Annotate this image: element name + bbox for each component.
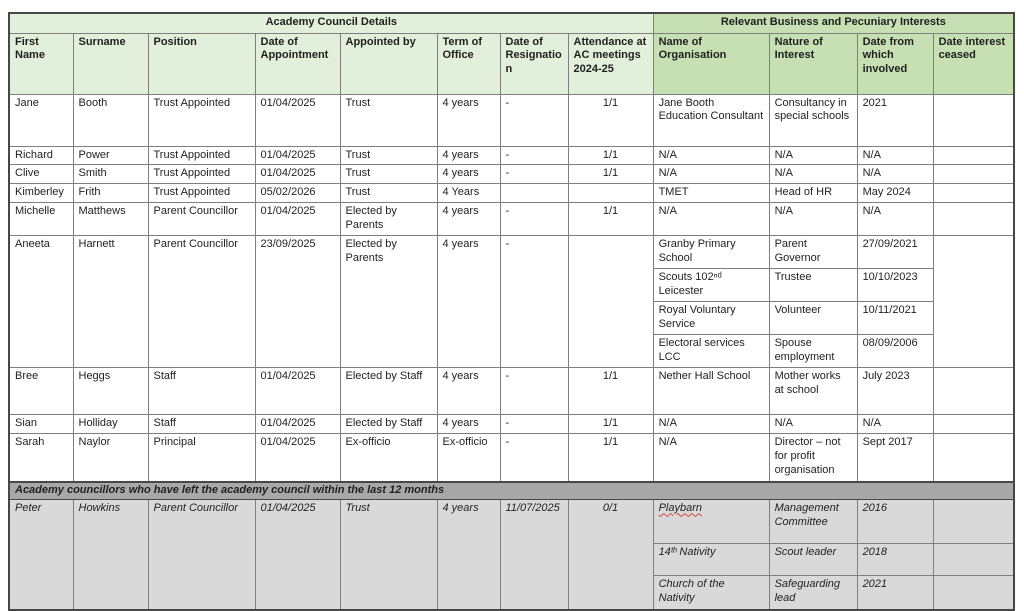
cell-attendance [568, 184, 653, 203]
column-header-organisation: Name of Organisation [653, 33, 769, 94]
cell-date-of-appointment: 01/04/2025 [255, 415, 340, 434]
cell-nature: Volunteer [769, 302, 857, 335]
cell-date-from: 08/09/2006 [857, 335, 933, 368]
cell-organisation: Church of the Nativity [653, 575, 769, 610]
cell-date-from: N/A [857, 146, 933, 165]
cell-nature: N/A [769, 415, 857, 434]
cell-attendance: 1/1 [568, 368, 653, 415]
cell-nature: Head of HR [769, 184, 857, 203]
column-header-position: Position [148, 33, 255, 94]
table-row [9, 203, 1014, 236]
cell-position: Staff [148, 415, 255, 434]
cell-date-of-appointment: 01/04/2025 [255, 203, 340, 236]
cell-organisation [653, 499, 769, 543]
cell-first-name: Bree [9, 368, 73, 415]
cell-date-of-resignation: - [500, 434, 568, 482]
cell-surname: Harnett [73, 236, 148, 368]
cell-attendance: 0/1 [568, 499, 653, 610]
table-row [9, 415, 1014, 434]
cell-appointed-by: Elected by Staff [340, 415, 437, 434]
cell-nature: N/A [769, 165, 857, 184]
cell-date-of-resignation: - [500, 415, 568, 434]
cell-date-from: N/A [857, 203, 933, 236]
cell-date-of-appointment: 01/04/2025 [255, 165, 340, 184]
cell-date-of-resignation: - [500, 203, 568, 236]
cell-date-of-resignation: - [500, 94, 568, 146]
column-header-surname: Surname [73, 33, 148, 94]
column-header-first-name: First Name [9, 33, 73, 94]
table-row [9, 236, 1014, 269]
cell-surname: Howkins [73, 499, 148, 610]
cell-term-of-office: 4 years [437, 415, 500, 434]
cell-appointed-by: Trust [340, 184, 437, 203]
cell-position: Trust Appointed [148, 146, 255, 165]
former-section-header-row [9, 482, 1014, 499]
cell-organisation: TMET [653, 184, 769, 203]
cell-first-name: Peter [9, 499, 73, 610]
cell-term-of-office: 4 years [437, 94, 500, 146]
cell-appointed-by: Elected by Parents [340, 236, 437, 368]
column-header-date-ceased: Date interest ceased [933, 33, 1014, 94]
cell-date-ceased [933, 146, 1014, 165]
cell-organisation: Granby Primary School [653, 236, 769, 269]
column-header-appointed-by: Appointed by [340, 33, 437, 94]
group-header-row [9, 13, 1014, 33]
cell-nature: Mother works at school [769, 368, 857, 415]
cell-date-ceased [933, 203, 1014, 236]
cell-date-of-appointment: 01/04/2025 [255, 146, 340, 165]
cell-surname: Holliday [73, 415, 148, 434]
cell-nature: Spouse employment [769, 335, 857, 368]
column-header-term-of-office: Term of Office [437, 33, 500, 94]
table-row [9, 184, 1014, 203]
cell-attendance: 1/1 [568, 94, 653, 146]
cell-surname: Matthews [73, 203, 148, 236]
column-header-attendance: Attendance at AC meetings 2024-25 [568, 33, 653, 94]
cell-date-of-appointment: 01/04/2025 [255, 368, 340, 415]
cell-date-of-appointment: 01/04/2025 [255, 499, 340, 610]
cell-date-of-appointment: 01/04/2025 [255, 94, 340, 146]
cell-organisation: N/A [653, 146, 769, 165]
cell-term-of-office: 4 years [437, 236, 500, 368]
cell-date-from: Sept 2017 [857, 434, 933, 482]
cell-first-name: Kimberley [9, 184, 73, 203]
cell-first-name: Aneeta [9, 236, 73, 368]
cell-date-from: July 2023 [857, 368, 933, 415]
cell-nature: N/A [769, 203, 857, 236]
cell-term-of-office: Ex-officio [437, 434, 500, 482]
cell-position: Staff [148, 368, 255, 415]
cell-surname: Heggs [73, 368, 148, 415]
cell-organisation: Royal Voluntary Service [653, 302, 769, 335]
cell-date-from: 10/11/2021 [857, 302, 933, 335]
cell-date-of-resignation: - [500, 146, 568, 165]
column-header-date-from: Date from which involved [857, 33, 933, 94]
cell-nature: Director – not for profit organisation [769, 434, 857, 482]
cell-attendance: 1/1 [568, 165, 653, 184]
cell-first-name: Clive [9, 165, 73, 184]
cell-date-of-resignation: 11/07/2025 [500, 499, 568, 610]
column-header-date-of-appointment: Date of Appointment [255, 33, 340, 94]
cell-appointed-by: Elected by Parents [340, 203, 437, 236]
cell-attendance: 1/1 [568, 146, 653, 165]
former-section-header: Academy councillors who have left the academy council within the last 12 months [9, 482, 1014, 499]
cell-date-from: 27/09/2021 [857, 236, 933, 269]
column-header-nature-of-interest: Nature of Interest [769, 33, 857, 94]
cell-date-from: 2021 [857, 94, 933, 146]
cell-date-of-resignation: - [500, 165, 568, 184]
column-header-date-of-resignation: Date of Resignation [500, 33, 568, 94]
cell-organisation: 14ᵗʰ Nativity [653, 543, 769, 575]
cell-date-of-appointment: 05/02/2026 [255, 184, 340, 203]
cell-date-ceased [933, 368, 1014, 415]
cell-nature: Consultancy in special schools [769, 94, 857, 146]
cell-date-from: 2021 [857, 575, 933, 610]
cell-appointed-by: Trust [340, 165, 437, 184]
cell-date-from: N/A [857, 415, 933, 434]
cell-nature: Scout leader [769, 543, 857, 575]
cell-nature: Management Committee [769, 499, 857, 543]
cell-date-ceased [933, 543, 1014, 575]
cell-attendance: 1/1 [568, 415, 653, 434]
cell-date-ceased [933, 184, 1014, 203]
cell-appointed-by: Trust [340, 499, 437, 610]
cell-term-of-office: 4 years [437, 146, 500, 165]
misspelled-word: Playbarn [658, 501, 702, 514]
table-row [9, 368, 1014, 415]
cell-nature: Safeguarding lead [769, 575, 857, 610]
cell-attendance [568, 236, 653, 368]
cell-organisation: Nether Hall School [653, 368, 769, 415]
cell-nature: N/A [769, 146, 857, 165]
cell-date-from: May 2024 [857, 184, 933, 203]
cell-date-from: N/A [857, 165, 933, 184]
table-row [9, 499, 1014, 543]
cell-appointed-by: Trust [340, 94, 437, 146]
cell-first-name: Jane [9, 94, 73, 146]
cell-organisation: N/A [653, 203, 769, 236]
group-header-academy-council-details: Academy Council Details [9, 13, 653, 33]
councillors-table [8, 12, 1015, 611]
cell-position: Trust Appointed [148, 165, 255, 184]
cell-term-of-office: 4 years [437, 203, 500, 236]
cell-first-name: Sian [9, 415, 73, 434]
cell-date-of-resignation: - [500, 236, 568, 368]
cell-first-name: Sarah [9, 434, 73, 482]
cell-position: Trust Appointed [148, 184, 255, 203]
cell-date-from: 2016 [857, 499, 933, 543]
cell-term-of-office: 4 years [437, 499, 500, 610]
cell-first-name: Michelle [9, 203, 73, 236]
cell-position: Parent Councillor [148, 236, 255, 368]
cell-position: Principal [148, 434, 255, 482]
cell-date-of-resignation: - [500, 368, 568, 415]
cell-date-ceased [933, 499, 1014, 543]
cell-organisation: N/A [653, 165, 769, 184]
group-header-pecuniary-interests: Relevant Business and Pecuniary Interests [653, 13, 1014, 33]
cell-organisation: N/A [653, 434, 769, 482]
cell-surname: Booth [73, 94, 148, 146]
cell-organisation: Scouts 102ⁿᵈ Leicester [653, 269, 769, 302]
cell-organisation: Jane Booth Education Consultant [653, 94, 769, 146]
column-header-row [9, 33, 1014, 94]
cell-date-from: 10/10/2023 [857, 269, 933, 302]
cell-nature: Trustee [769, 269, 857, 302]
cell-appointed-by: Trust [340, 146, 437, 165]
cell-date-of-appointment: 23/09/2025 [255, 236, 340, 368]
cell-position: Parent Councillor [148, 203, 255, 236]
cell-date-ceased [933, 434, 1014, 482]
cell-organisation: Electoral services LCC [653, 335, 769, 368]
cell-date-ceased [933, 575, 1014, 610]
cell-surname: Smith [73, 165, 148, 184]
cell-term-of-office: 4 years [437, 165, 500, 184]
cell-term-of-office: 4 years [437, 368, 500, 415]
cell-date-ceased [933, 165, 1014, 184]
table-row [9, 94, 1014, 146]
cell-date-of-resignation [500, 184, 568, 203]
cell-position: Trust Appointed [148, 94, 255, 146]
cell-first-name: Richard [9, 146, 73, 165]
cell-date-of-appointment: 01/04/2025 [255, 434, 340, 482]
cell-appointed-by: Elected by Staff [340, 368, 437, 415]
cell-surname: Naylor [73, 434, 148, 482]
table-row [9, 146, 1014, 165]
cell-appointed-by: Ex-officio [340, 434, 437, 482]
cell-attendance: 1/1 [568, 203, 653, 236]
cell-date-ceased [933, 236, 1014, 368]
cell-surname: Frith [73, 184, 148, 203]
cell-date-ceased [933, 415, 1014, 434]
table-row [9, 434, 1014, 482]
cell-term-of-office: 4 Years [437, 184, 500, 203]
cell-date-ceased [933, 94, 1014, 146]
cell-nature: Parent Governor [769, 236, 857, 269]
cell-attendance: 1/1 [568, 434, 653, 482]
cell-date-from: 2018 [857, 543, 933, 575]
table-row [9, 165, 1014, 184]
cell-surname: Power [73, 146, 148, 165]
cell-organisation: N/A [653, 415, 769, 434]
cell-position: Parent Councillor [148, 499, 255, 610]
